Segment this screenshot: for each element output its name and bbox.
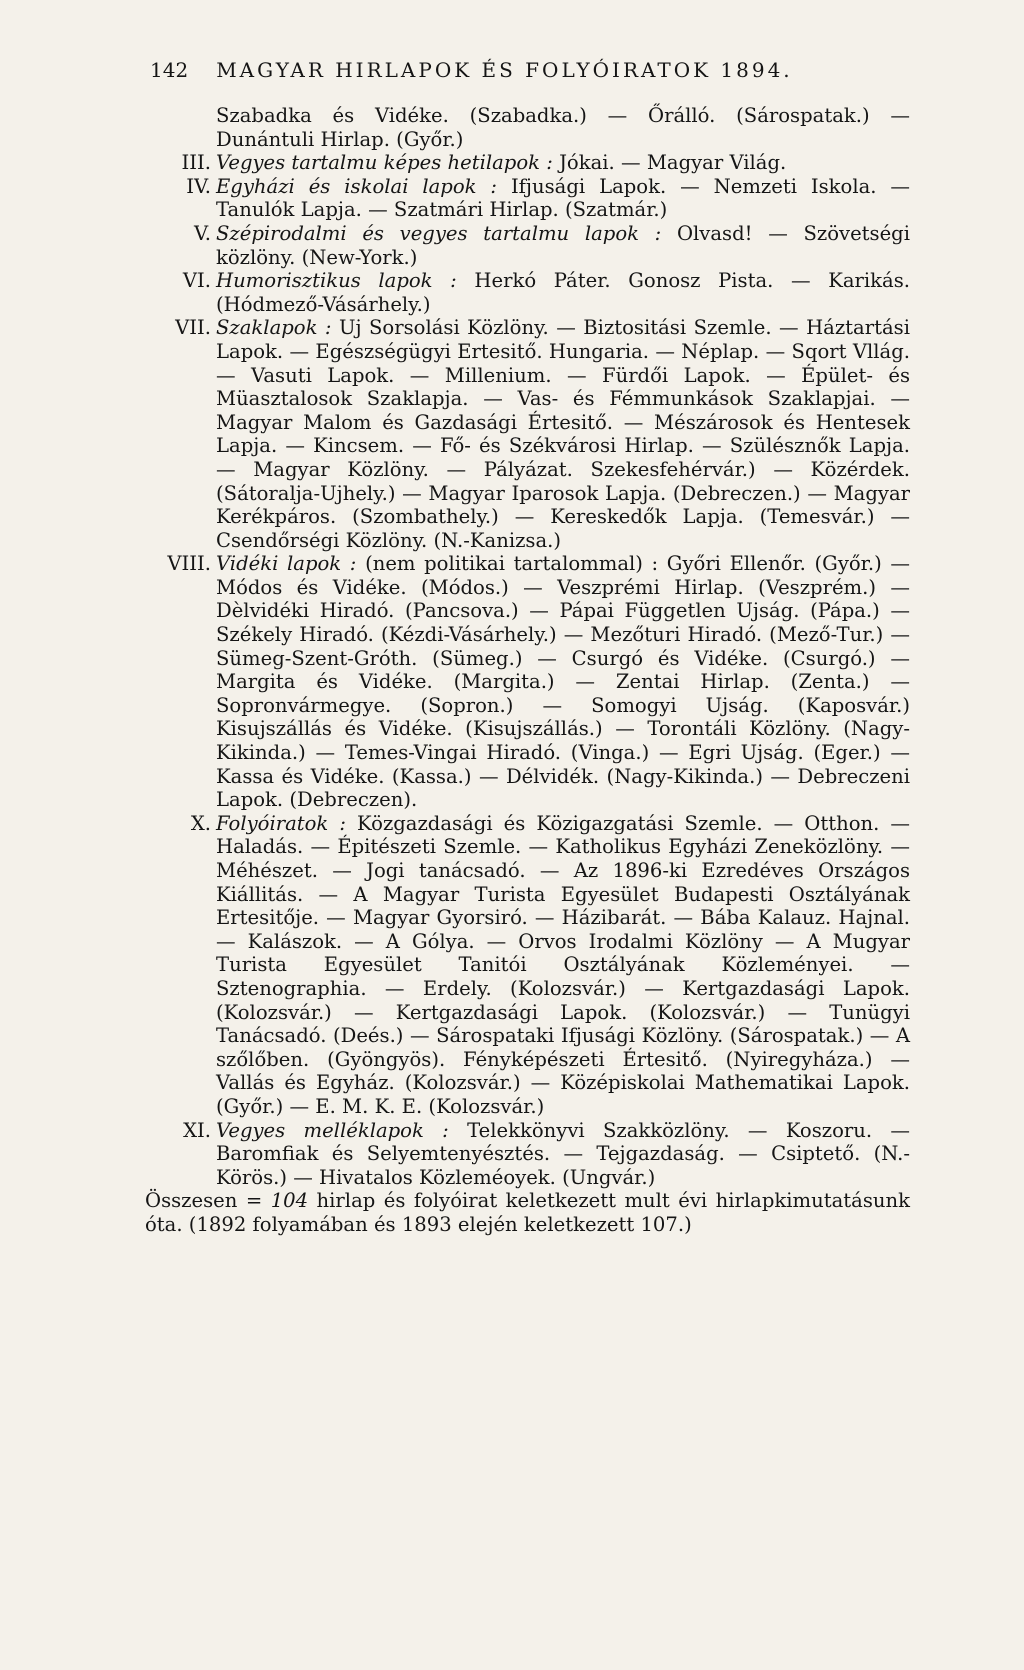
section-xi	[178, 1119, 910, 1190]
section-text: Olvasd! — Szövetségi közlöny. (New-York.)	[216, 221, 910, 269]
section-iii	[178, 151, 910, 175]
lead-paragraph: Szabadka és Vidéke. (Szabadka.) — Őrálló. (Sárospatak.) — Dunántuli Hirlap. (Győr.)	[216, 104, 910, 151]
text-body	[145, 104, 911, 1237]
section-numeral: IV.	[186, 174, 211, 198]
section-heading: Folyóiratok :	[216, 811, 346, 835]
summary-text: hirlap és folyóirat keletkezett mult évi hirlapkimutatásunk óta. (1892 folyamában és 1893 elején keletkezett 107.)	[145, 1189, 910, 1236]
section-text: (nem politikai tartalommal) : Győri Ellenőr. (Győr.) — Módos és Vidéke. (Módos.) — Veszprémi Hirlap. (Veszprém.) — Dèlvidéki Hiradó. (Pancsova.) — Pápai Független Ujság. (Pápa.) — Székely Hiradó. (Kézdi-Vásárhely.) — Mezőturi Hiradó. (Mező-Tur.) — Sümeg-Szent-Gróth. (Sümeg.) — Csurgó és Vidéke. (Csurgó.) — Margita és Vidéke. (Margita.) — Zentai Hirlap. (Zenta.) — Sopronvármegye. (Sopron.) — Somogyi Ujság. (Kaposvár.) Kisujszállás és Vidéke. (Kisujszállás.) — Torontáli Közlöny. (Nagy-Kikinda.) — Temes-Vingai Hiradó. (Vinga.) — Egri Ujság. (Eger.) — Kassa és Vidéke. (Kassa.) — Délvidék. (Nagy-Kikinda.) — Debreczeni Lapok. (Debreczen).	[216, 552, 911, 812]
section-heading: Szaklapok :	[216, 316, 332, 340]
page-number: 142	[150, 58, 189, 82]
section-text: Herkó Páter. Gonosz Pista. — Karikás. (Hódmező-Vásárhely.)	[216, 269, 911, 316]
section-numeral: XI.	[183, 1118, 211, 1142]
section-numeral: VIII.	[167, 552, 211, 576]
section-vii	[175, 316, 910, 552]
section-heading: Vegyes tartalmu képes hetilapok :	[216, 151, 553, 175]
section-text: Telekkönyvi Szakközlöny. — Koszoru. — Baromfiak és Selyemtenyésztés. — Tejgazdaság. — Csiptető. (N.-Körös.) — Hivatalos Közleméoyek. (Ungvár.)	[216, 1118, 911, 1189]
page-header	[150, 58, 870, 82]
section-x	[178, 812, 910, 1119]
summary-label: Összesen =	[145, 1189, 263, 1213]
running-title: MAGYAR HIRLAPOK ÉS FOLYÓIRATOK 1894.	[216, 58, 793, 82]
section-text: Ifjusági Lapok. — Nemzeti Iskola. — Tanulók Lapja. — Szatmári Hirlap. (Szatmár.)	[216, 174, 911, 222]
section-viii	[167, 552, 911, 812]
section-numeral: III.	[181, 151, 211, 175]
section-iv	[178, 175, 910, 222]
section-text: Uj Sorsolási Közlöny. — Biztositási Szemle. — Háztartási Lapok. — Egészségügyi Ertesitő. Hungaria. — Néplap. — Sqort Vllág. — Vasuti Lapok. — Millenium. — Fürdői Lapok. — Épület- és Müasztalosok Szaklapja. — Vas- és Fémmunkások Szaklapjai. — Magyar Malom és Gazdasági Értesitő. — Mészárosok és Hentesek Lapja. — Kincsem. — Fő- és Székvárosi Hirlap. — Szülésznők Lapja. — Magyar Közlöny. — Pályázat. Szekesfehérvár.) — Közérdek. (Sátoralja-Ujhely.) — Magyar Iparosok Lapja. (Debreczen.) — Magyar Kerékpáros. (Szombathely.) — Kereskedők Lapja. (Temesvár.) — Csendőrségi Közlöny. (N.-Kanizsa.)	[216, 316, 910, 552]
section-numeral: X.	[190, 811, 211, 835]
section-heading: Szépirodalmi és vegyes tartalmu lapok :	[216, 221, 662, 245]
section-heading: Vegyes melléklapok :	[216, 1118, 449, 1142]
section-v	[178, 222, 910, 269]
section-vi	[178, 269, 910, 316]
section-numeral: VII.	[175, 316, 211, 340]
section-text: Közgazdasági és Közigazgatási Szemle. — Otthon. — Haladás. — Épitészeti Szemle. — Katholikus Egyházi Zeneközlöny. — Méhészet. — Jogi tanácsadó. — Az 1896-ki Ezredéves Országos Kiállitás. — A Magyar Turista Egyesület Budapesti Osztályának Ertesitője. — Magyar Gyorsiró. — Házibarát. — Bába Kalauz. Hajnal. — Kalászok. — A Gólya. — Orvos Irodalmi Közlöny — A Mugyar Turista Egyesület Tanitói Osztályának Közleményei. — Sztenographia. — Erdely. (Kolozsvár.) — Kertgazdasági Lapok. (Kolozsvár.) — Kertgazdasági Lapok. (Kolozsvár.) — Tunügyi Tanácsadó. (Deés.) — Sárospataki Ifjusági Közlöny. (Sárospatak.) — A szőlőben. (Gyöngyös). Fényképészeti Értesitő. (Nyiregyháza.) — Vallás és Egyház. (Kolozsvár.) — Középiskolai Mathematikai Lapok. (Győr.) — E. M. K. E. (Kolozsvár.)	[216, 811, 910, 1118]
section-text: Jókai. — Magyar Világ.	[559, 151, 787, 175]
summary-count: 104	[270, 1189, 309, 1213]
section-heading: Vidéki lapok :	[216, 552, 357, 576]
section-numeral: VI.	[182, 269, 211, 293]
section-heading: Humorisztikus lapok :	[216, 269, 457, 293]
section-heading: Egyházi és iskolai lapok :	[216, 174, 498, 198]
summary-paragraph	[145, 1189, 910, 1236]
section-numeral: V.	[194, 221, 211, 245]
